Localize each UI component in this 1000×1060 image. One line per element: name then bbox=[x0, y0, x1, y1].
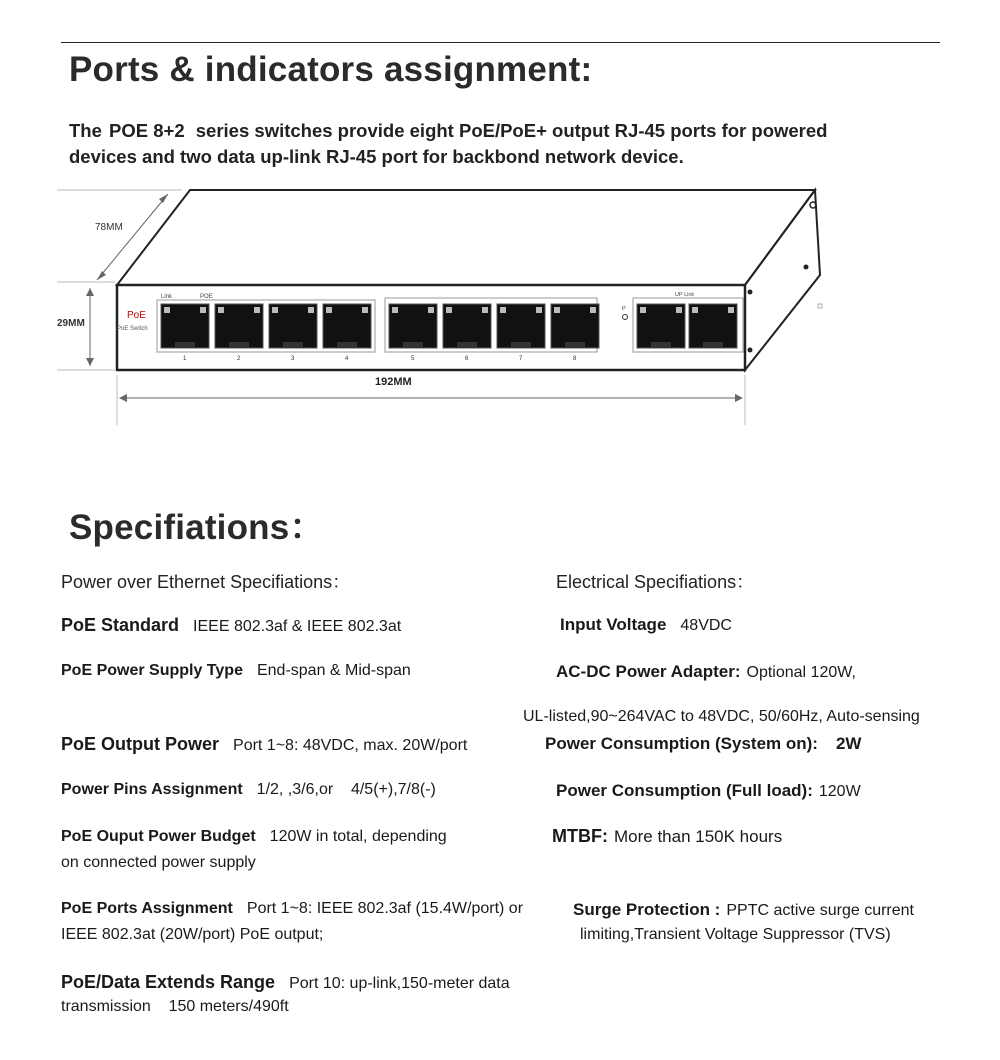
adapter-label: AC-DC Power Adapter: bbox=[556, 662, 741, 681]
brand-subtitle: PoE Switch bbox=[117, 326, 148, 332]
range-line2: transmission 150 meters/490ft bbox=[61, 998, 289, 1015]
pins-label: Power Pins Assignment bbox=[61, 781, 243, 798]
consumption-full-row bbox=[556, 781, 861, 801]
surge-row bbox=[573, 900, 914, 920]
adapter-line2: UL-listed,90~264VAC to 48VDC, 50/60Hz, Auto-sensing bbox=[523, 708, 920, 725]
poe-standard-row bbox=[61, 615, 401, 636]
adapter-value: Optional 120W, bbox=[746, 664, 856, 681]
port-led-icon bbox=[272, 307, 278, 313]
consumption-on-label: Power Consumption (System on): bbox=[545, 734, 818, 753]
intro-line1: series switches provide eight PoE/PoE+ output RJ-45 ports for powered bbox=[195, 120, 828, 141]
intro-line2: devices and two data up-link RJ-45 port for backbond network device. bbox=[69, 146, 684, 167]
port-latch bbox=[651, 342, 671, 348]
port-latch bbox=[565, 342, 585, 348]
screw-icon bbox=[748, 290, 753, 295]
port-led-icon bbox=[326, 307, 332, 313]
intro-prefix: The bbox=[69, 120, 102, 141]
spec-title: Specifiations： bbox=[69, 508, 325, 547]
poe-spec-heading: Power over Ethernet Specifiations： bbox=[61, 572, 351, 592]
port-led-icon bbox=[554, 307, 560, 313]
supply-type-row bbox=[61, 662, 411, 680]
output-power-label: PoE Output Power bbox=[61, 734, 220, 754]
poe-label: POE bbox=[200, 294, 213, 300]
supply-type-label: PoE Power Supply Type bbox=[61, 662, 243, 679]
port-number-label: 8 bbox=[573, 356, 577, 362]
range-value: Port 10: up-link,150-meter data bbox=[289, 975, 510, 992]
port-led-icon bbox=[500, 307, 506, 313]
height-label: 29MM bbox=[57, 318, 85, 329]
adapter-row bbox=[556, 662, 856, 682]
port-number-label: 1 bbox=[183, 356, 187, 362]
ports-title: Ports & indicators assignment: bbox=[69, 50, 593, 89]
port-led-icon bbox=[428, 307, 434, 313]
budget-row bbox=[61, 828, 447, 846]
input-voltage-value: 48VDC bbox=[680, 617, 732, 634]
port-led-icon bbox=[640, 307, 646, 313]
surge-line2: limiting,Transient Voltage Suppressor (TVS) bbox=[580, 926, 891, 943]
intro-paragraph bbox=[69, 118, 949, 170]
port-latch bbox=[175, 342, 195, 348]
port-led-icon bbox=[362, 307, 368, 313]
output-power-row bbox=[61, 734, 467, 755]
budget-value-line2: on connected power supply bbox=[61, 854, 256, 871]
consumption-on-row bbox=[545, 734, 861, 754]
port-latch bbox=[457, 342, 477, 348]
port-latch bbox=[703, 342, 723, 348]
port-latch bbox=[511, 342, 531, 348]
mtbf-value: More than 150K hours bbox=[613, 827, 783, 846]
budget-label: PoE Ouput Power Budget bbox=[61, 828, 256, 845]
link-label: Link bbox=[161, 294, 173, 300]
pins-value: 1/2, ,3/6,or 4/5(+),7/8(-) bbox=[256, 781, 436, 798]
input-voltage-label: Input Voltage bbox=[560, 615, 667, 634]
port-led-icon bbox=[676, 307, 682, 313]
width-label: 192MM bbox=[375, 376, 412, 388]
mtbf-label: MTBF: bbox=[552, 826, 608, 846]
input-voltage-row bbox=[560, 615, 732, 635]
screw-icon bbox=[748, 348, 753, 353]
model-name: POE 8+2 bbox=[109, 120, 185, 141]
port-number-label: 6 bbox=[465, 356, 469, 362]
power-led-label: P bbox=[622, 306, 626, 312]
consumption-full-label: Power Consumption (Full load): bbox=[556, 781, 813, 800]
port-led-icon bbox=[200, 307, 206, 313]
surge-label: Surge Protection : bbox=[573, 900, 721, 919]
port-number-label: 2 bbox=[237, 356, 241, 362]
port-led-icon bbox=[164, 307, 170, 313]
poe-standard-value: IEEE 802.3af & IEEE 802.3at bbox=[193, 618, 402, 635]
ports-assignment-row bbox=[61, 900, 523, 918]
uplink-label: UP Link bbox=[675, 292, 695, 298]
switch-diagram bbox=[55, 180, 835, 440]
poe-standard-label: PoE Standard bbox=[61, 615, 180, 635]
screw-icon bbox=[804, 265, 809, 270]
supply-type-value: End-span & Mid-span bbox=[256, 662, 411, 679]
pins-row bbox=[61, 781, 436, 799]
ports-assignment-value: Port 1~8: IEEE 802.3af (15.4W/port) or bbox=[246, 900, 524, 917]
port-number-label: 4 bbox=[345, 356, 349, 362]
port-led-icon bbox=[446, 307, 452, 313]
port-latch bbox=[337, 342, 357, 348]
port-led-icon bbox=[392, 307, 398, 313]
top-divider bbox=[61, 42, 940, 43]
ports-assignment-label: PoE Ports Assignment bbox=[61, 900, 233, 917]
electrical-spec-heading: Electrical Specifiations： bbox=[556, 572, 755, 592]
range-label: PoE/Data Extends Range bbox=[61, 972, 276, 992]
port-latch bbox=[283, 342, 303, 348]
port-number-label: 5 bbox=[411, 356, 415, 362]
port-led-icon bbox=[590, 307, 596, 313]
port-led-icon bbox=[218, 307, 224, 313]
consumption-on-value: 2W bbox=[835, 734, 862, 753]
port-led-icon bbox=[482, 307, 488, 313]
output-power-value: Port 1~8: 48VDC, max. 20W/port bbox=[233, 737, 468, 754]
consumption-full-value: 120W bbox=[818, 783, 861, 800]
surge-value: PPTC active surge current bbox=[726, 902, 914, 919]
port-led-icon bbox=[692, 307, 698, 313]
brand-logo: PoE bbox=[127, 310, 146, 321]
depth-label: 78MM bbox=[95, 222, 123, 233]
port-number-label: 3 bbox=[291, 356, 295, 362]
port-latch bbox=[403, 342, 423, 348]
port-led-icon bbox=[536, 307, 542, 313]
budget-value: 120W in total, depending bbox=[269, 828, 447, 845]
port-latch bbox=[229, 342, 249, 348]
range-row bbox=[61, 972, 510, 993]
port-led-icon bbox=[728, 307, 734, 313]
port-number-label: 7 bbox=[519, 356, 523, 362]
mtbf-row bbox=[552, 826, 782, 847]
port-led-icon bbox=[308, 307, 314, 313]
port-led-icon bbox=[254, 307, 260, 313]
ports-assignment-line2: IEEE 802.3at (20W/port) PoE output; bbox=[61, 926, 324, 943]
